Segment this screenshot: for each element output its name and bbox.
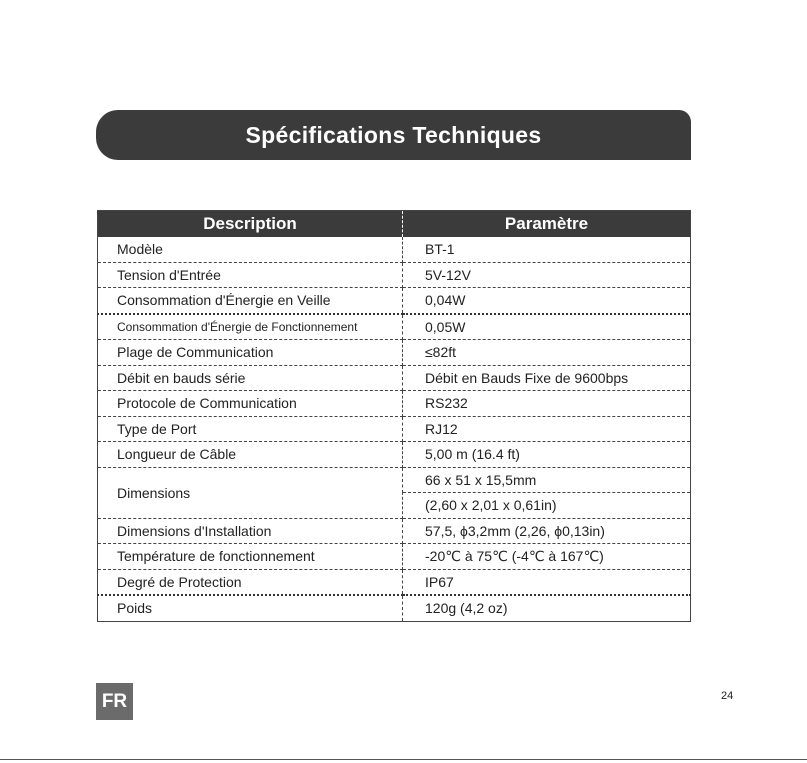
row-value: RJ12 (403, 416, 691, 442)
row-value: BT-1 (403, 237, 691, 262)
row-label: Température de fonctionnement (98, 544, 403, 570)
row-value: 5,00 m (16.4 ft) (403, 442, 691, 468)
row-label: Dimensions d'Installation (98, 518, 403, 544)
table-row (98, 467, 691, 493)
page-title: Spécifications Techniques (245, 121, 542, 148)
header-parameter: Paramètre (403, 211, 691, 238)
row-value: ≤82ft (403, 340, 691, 366)
table-row (98, 237, 691, 262)
row-value: 120g (4,2 oz) (425, 600, 508, 617)
row-label: Plage de Communication (98, 340, 403, 366)
language-badge: FR (96, 683, 133, 720)
table-row (98, 416, 691, 442)
row-value-secondary: (2,60 x 2,01 x 0,61in) (403, 493, 691, 519)
table-row (98, 569, 691, 595)
table-header-row (98, 211, 691, 238)
table-row (98, 340, 691, 366)
row-label: Degré de Protection (98, 569, 403, 595)
row-label: Modèle (98, 237, 403, 262)
table-row (98, 544, 691, 570)
row-value: 5V-12V (403, 262, 691, 288)
header-description: Description (98, 211, 403, 238)
table-row (98, 391, 691, 417)
table-row (98, 314, 691, 340)
row-label: Débit en bauds série (98, 365, 403, 391)
row-label: Consommation d'Énergie en Veille (98, 288, 403, 314)
row-label: Tension d'Entrée (98, 262, 403, 288)
row-value: IP67 (403, 569, 691, 595)
table-row (98, 262, 691, 288)
row-label: Consommation d'Énergie de Fonctionnement (98, 314, 403, 340)
table-row (98, 288, 691, 314)
row-value: -20℃ à 75℃ (-4℃ à 167℃) (403, 544, 691, 570)
row-value: RS232 (403, 391, 691, 417)
bottom-divider (0, 759, 807, 760)
table-row (98, 518, 691, 544)
table-row (98, 365, 691, 391)
row-label: Dimensions (98, 467, 403, 518)
table-row (98, 595, 691, 621)
spec-table (97, 210, 691, 622)
row-value: 57,5, ϕ3,2mm (2,26, ϕ0,13in) (403, 518, 691, 544)
row-label: Type de Port (98, 416, 403, 442)
row-value: 66 x 51 x 15,5mm (403, 467, 691, 493)
title-banner (96, 110, 691, 160)
page-number: 24 (721, 690, 734, 702)
row-label: Poids (98, 595, 403, 621)
row-value: Débit en Bauds Fixe de 9600bps (403, 365, 691, 391)
table-row (98, 442, 691, 468)
row-value: 0,04W (403, 288, 691, 314)
row-label: Protocole de Communication (98, 391, 403, 417)
row-label: Longueur de Câble (98, 442, 403, 468)
row-value: 0,05W (403, 314, 691, 340)
